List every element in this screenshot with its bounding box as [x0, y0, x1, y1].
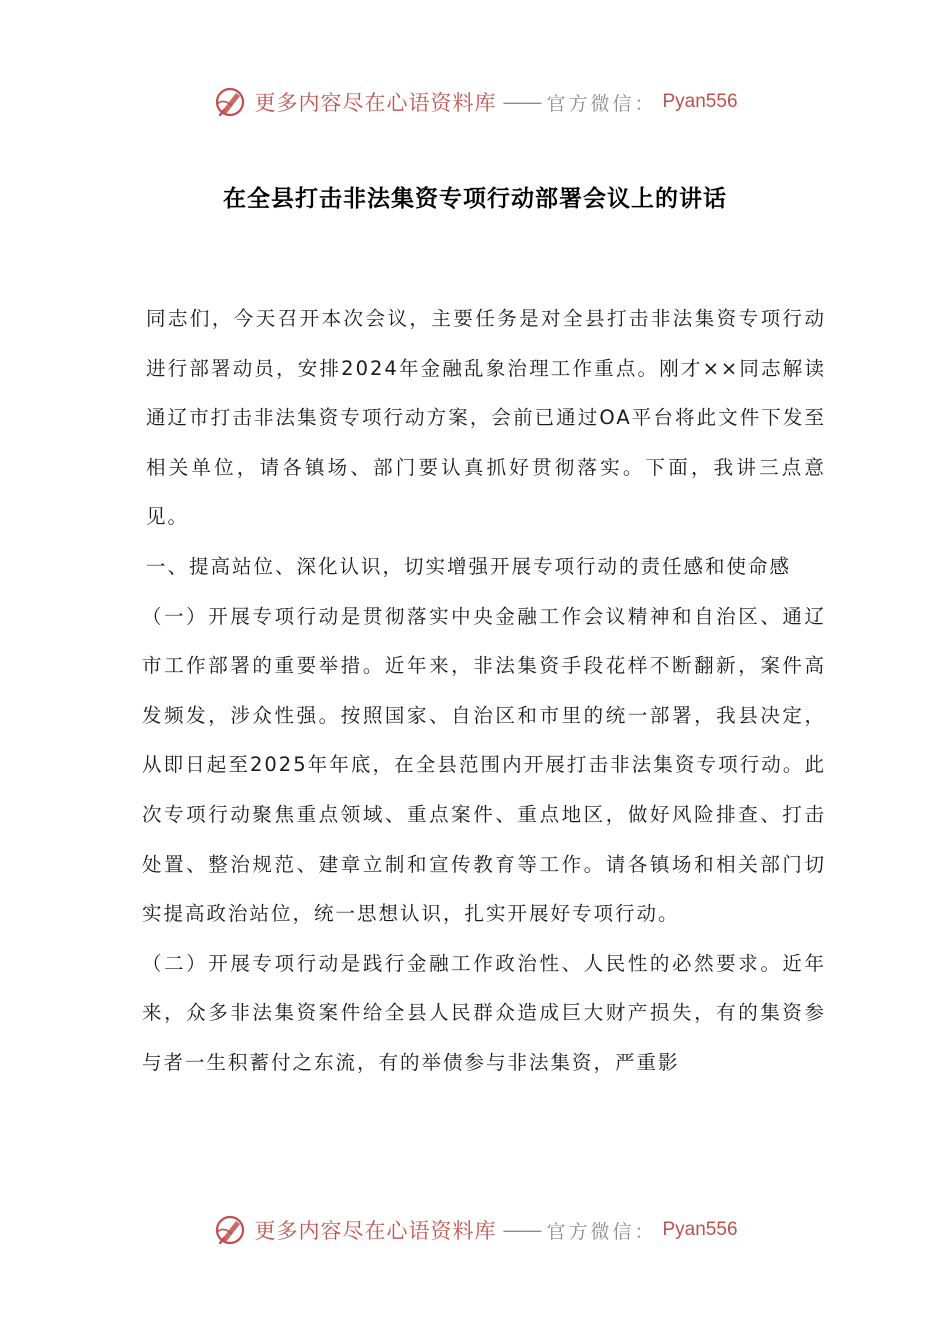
wechat-id: Pyan556: [662, 1219, 738, 1240]
banner-text: 更多内容尽在心语资料库: [254, 1219, 497, 1243]
wechat-label: 官方微信：: [546, 92, 657, 115]
wechat-label: 官方微信：: [546, 1220, 657, 1243]
header-banner: [0, 82, 950, 122]
pen-nib-logo-icon: [212, 84, 248, 120]
pen-nib-logo-icon: [212, 1212, 248, 1248]
heading-section-1: 一、提高站位、深化认识，切实增强开展专项行动的责任感和使命感: [146, 554, 792, 578]
banner-dash: ——: [502, 1218, 541, 1242]
footer-banner: [0, 1210, 950, 1250]
document-title: 在全县打击非法集资专项行动部署会议上的讲话: [223, 186, 727, 212]
document-body: [142, 294, 826, 1088]
banner-text: 更多内容尽在心语资料库: [254, 91, 497, 115]
paragraph-subsection-1: （一）开展专项行动是贯彻落实中央金融工作会议精神和自治区、通辽市工作部署的重要举措。近年来，非法集资手段花样不断翻新，案件高发频发，涉众性强。按照国家、自治区和市里的统一部署，我县决定，从即日起至2025年年底，在全县范围内开展打击非法集资专项行动。此次专项行动聚焦重点领域、重点案件、重点地区，做好风险排查、打击处置、整治规范、建章立制和宣传教育等工作。请各镇场和相关部门切实提高政治站位，统一思想认识，扎实开展好专项行动。: [142, 604, 826, 926]
banner-dash: ——: [502, 90, 541, 114]
paragraph-intro: 同志们，今天召开本次会议，主要任务是对全县打击非法集资专项行动进行部署动员，安排2024年金融乱象治理工作重点。刚才××同志解读通辽市打击非法集资专项行动方案，会前已通过OA平台将此文件下发至相关单位，请各镇场、部门要认真抓好贯彻落实。下面，我讲三点意见。: [146, 307, 826, 529]
wechat-id: Pyan556: [662, 91, 738, 112]
paragraph-subsection-2: （二）开展专项行动是践行金融工作政治性、人民性的必然要求。近年来，众多非法集资案件给全县人民群众造成巨大财产损失，有的集资参与者一生积蓄付之东流，有的举债参与非法集资，严重影: [142, 951, 826, 1074]
